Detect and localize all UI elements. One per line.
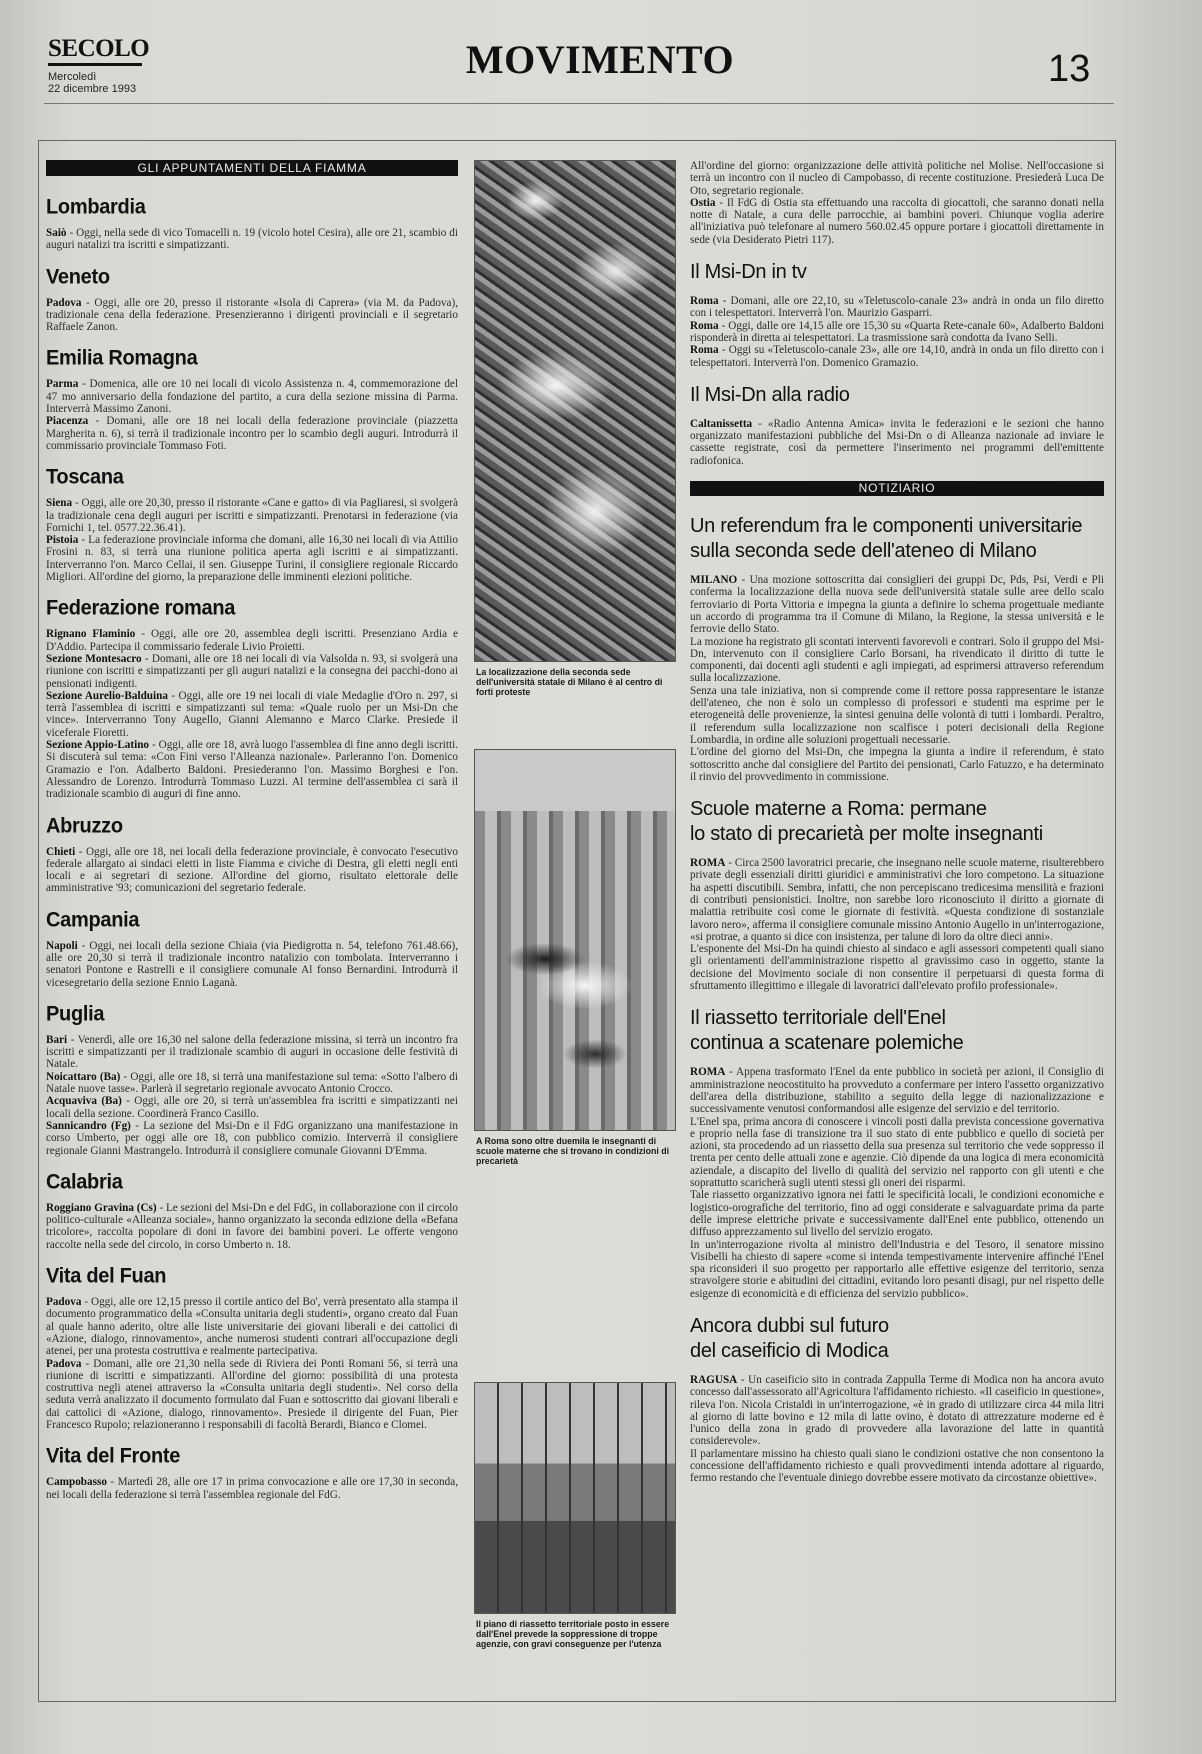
newspaper-logo: SECOLO (48, 36, 142, 66)
region-section (46, 1003, 458, 1157)
region-section (46, 347, 458, 452)
entry-text: - Oggi, alle ore 20, assemblea degli iscritti. Presenziano Ardia e D'Addio. Partecipa il commissario federale Livio Proietti. (46, 628, 458, 653)
entry-text: - La sezione del Msi-Dn e il FdG organizzano una manifestazione in corso Umberto, per oggi alle ore 18, con pubblico comizio. Interverrà il consigliere regionale Gianni Mastrangelo. Introdurrà il consigliere comunale Giovanni D'Emma. (46, 1119, 459, 1157)
entry-place: Chieti (46, 845, 76, 858)
paragraph-text: Il parlamentare missino ha chiesto quali siano le condizioni ostative che non consentono la concessione dell'affidamento richiesto e quali provvedimenti intenda adottare al riguardo, fermo restando che l'eventuale diniego dovrebbe essere motivato da circostanze obiettive». (690, 1447, 1104, 1485)
entry-text: - Oggi, alle ore 20, si terrà un'assemblea fra iscritti e simpatizzanti nei locali della sezione. Coordinerà Franco Casillo. (46, 1095, 458, 1120)
article-headline (690, 797, 1104, 847)
appointment-entry (46, 628, 458, 653)
appointment-entry (46, 227, 458, 252)
entry-place: Pistoia (46, 534, 79, 547)
region-heading: Vita del Fronte (46, 1444, 181, 1468)
news-article (690, 1006, 1104, 1300)
appointment-entry (46, 1358, 458, 1432)
appointment-entry (46, 940, 458, 989)
entry-text: - Domani, alle ore 18 nei locali della federazione provinciale (piazzetta Margherita n. 6), si terrà il tradizionale incontro per lo scambio degli auguri. Introdurrà il commissario provinciale Tommaso Foti. (46, 415, 458, 452)
paragraph-text: - Un caseificio sito in contrada Zappulla Terme di Modica non ha ancora avuto concesso dall'assessorato all'Agricoltura l'affidamento richiesto. «Il caseificio in questione», rileva l'on. Nicola Cristaldi in un'interrogazione, «è in grado di utilizzare circa 44 mila litri al giorno di latte bovino e 12 mila di latte ovino, è dotato di attrezzature moderne ed è l'unico della zona in grado di provvedere alla lavorazione del latte in quantità considerevole». (690, 1374, 1104, 1448)
article-paragraph (690, 1116, 1104, 1190)
appointment-entry (46, 1476, 458, 1501)
paragraph-text: La mozione ha registrato gli scontati interventi favorevoli e contrari. Solo il gruppo del Msi-Dn, intervenuto con il consigliere Carlo Borsani, ha rivendicato il diritto di tutte le componenti, dai docenti agli studenti e agli impiegati, ad esprimersi attraverso referendum sulla localizzazione. (690, 635, 1104, 685)
entry-place: Siena (46, 497, 73, 510)
enel-power-station-photo (474, 1382, 676, 1614)
appointment-entry (46, 534, 458, 583)
headline-line: del caseificio di Modica (690, 1340, 889, 1362)
entry-text: - Oggi, nella sede di vico Tomacelli n. 19 (vicolo hotel Cesira), alle ore 21, scambio di auguri natalizi tra iscritti e simpatizzanti. (46, 227, 458, 252)
news-article (690, 1314, 1104, 1485)
appointment-entry (46, 1095, 458, 1120)
region-section (46, 1171, 458, 1251)
appointment-entry (46, 739, 458, 800)
region-heading: Federazione romana (46, 596, 236, 620)
article-paragraph (690, 685, 1104, 746)
headline-line: lo stato di precarietà per molte insegnanti (690, 823, 1043, 846)
region-section (46, 196, 458, 252)
entry-place: Parma (46, 378, 79, 391)
paragraph-text: In un'interrogazione rivolta al ministro dell'Industria e del Tesoro, il senatore missino Visibelli ha chiesto di sapere «come si intenda tempestivamente intervenire affinché l'Enel spa riconsideri il suo progetto per rapportarlo alle effettive esigenze del territorio, senza stravolgere storie e abitudini dei cittadini, evitando loro pesanti disagi, pur nel rispetto delle esigenze di economicità e di efficienza del servizio pubblico». (690, 1238, 1104, 1300)
article-paragraph (690, 1239, 1104, 1300)
regions-list (46, 196, 458, 1501)
page-number: 13 (1048, 48, 1091, 90)
tv-section: Il Msi-Dn in tv Roma - Domani, alle ore 22,10, su «Teletuscolo-canale 23» andrà in onda un filo diretto con i telespettatori. Interverrà l'on. Maurizio Gasparri. Roma - Oggi, dalle ore 14,15 alle ore 15,30 su «Quarta Rete-canale 60», Adalberto Baldoni risponderà in diretta ai telespettatori. La trasmissione sarà condotta da Ivano Selli. Roma - Oggi su «Teletuscolo-canale 23», alle ore 14,10, andrà in onda un filo diretto con i telespettatori. Interverrà l'on. Domenico Gramazio. (690, 261, 1104, 369)
entry-place: Padova (46, 296, 82, 309)
appointment-entry (46, 1202, 458, 1251)
appointment-entry (46, 497, 458, 534)
paragraph-text: L'Enel spa, prima ancora di conoscere i vincoli posti dalla prevista concessione governativa e proprio nella fase di transizione tra il suo stato di ente pubblico e quello di società per azioni, sta procedendo ad un riassetto della sua presenza sul territorio che vede soppresso il trenta per cento delle attuali zone e agenzie. Ciò dipende da una logica di mera economicità aziendale, a discapito del livello di qualità del servizio nel rapporto con gli utenti e che soprattutto scaricherà sugli utenti stessi gli oneri dei risparmi. (690, 1115, 1104, 1190)
news-articles (690, 514, 1104, 1485)
issue-date: 22 dicembre 1993 (48, 83, 137, 95)
article-paragraph (690, 857, 1104, 943)
article-headline (690, 514, 1104, 564)
university-protest-photo (474, 160, 676, 662)
region-heading: Vita del Fuan (46, 1264, 167, 1288)
issue-day: Mercoledì (48, 71, 97, 83)
article-dateline: RAGUSA (690, 1374, 738, 1386)
photo-caption: La localizzazione della seconda sede dell'università statale di Milano è al centro di forti proteste (476, 667, 663, 697)
section-title: MOVIMENTO (465, 37, 735, 82)
region-section (46, 1445, 458, 1501)
region-heading: Calabria (46, 1170, 123, 1194)
entry-place: Roggiano Gravina (Cs) (46, 1201, 157, 1214)
entry-place: Sezione Montesacro (46, 652, 142, 665)
appointment-entry (46, 1296, 458, 1357)
photo-caption: A Roma sono oltre duemila le insegnanti di scuole materne che si trovano in condizioni di precarietà (476, 1136, 670, 1166)
entry-place: Noicattaro (Ba) (46, 1070, 121, 1083)
paragraph-text: Tale riassetto organizzativo ignora nei fatti le specificità locali, le condizioni economiche e logistico-orografiche del territorio, fino ad oggi considerate e salvaguardate prima da parte delle imprese elettriche private e successivamente dall'Enel ente pubblico, ottenendo un diffuso apprezzamento sul livello del servizio erogato. (690, 1189, 1104, 1239)
region-heading: Lombardia (46, 195, 146, 219)
article-paragraph (690, 1374, 1104, 1448)
region-section (46, 597, 458, 800)
article-dateline: ROMA (690, 857, 726, 870)
photo-caption: Il piano di riassetto territoriale posto in essere dall'Enel prevede la soppressione di troppe agenzie, con gravi conseguenze per l'utenza (476, 1619, 670, 1649)
entry-place: Acquaviva (Ba) (46, 1095, 122, 1108)
region-section (46, 266, 458, 334)
paragraph-text: Senza una tale iniziativa, non si comprende come il rettore possa rappresentare le istanze dell'ateneo, che non è solo un complesso di professori e studenti ma esprime per le eterogeneità delle provenienze, la sintesi genuina delle volontà di tutti i lombardi. Peraltro, il referendum sulla localizzazione non scalfisce i poteri decisionali della Regione Lombardia, in ordine alle soluzioni progettuali necessarie. (690, 684, 1104, 746)
headline-line: Scuole materne a Roma: permane (690, 798, 987, 821)
headline-line: Il riassetto territoriale dell'Enel (690, 1007, 946, 1030)
entry-text: - Oggi, alle ore 19 nei locali di viale Medaglie d'Oro n. 297, si terrà l'assemblea di iscritti e simpatizzanti sul tema: «Quale ruolo per un Msi-Dn che vince». Interverranno Tony Augello, Gianni Alemanno e Marco Clarke. Presiede il viceferale Fioretti. (46, 689, 458, 739)
paragraph-text: L'esponente del Msi-Dn ha quindi chiesto al sindaco e agli assessori competenti quali siano gli orientamenti dell'amministrazione rispetto al gravissimo caso in oggetto, stante la decisione del Movimento sociale di non consentire il perpetuarsi di questa forma di sfruttamento illegittimo e illegale di lavoratrici dall'elevato profilo professionale». (690, 943, 1104, 993)
paragraph-text: - Circa 2500 lavoratrici precarie, che insegnano nelle scuole materne, risulterebbero private degli essenziali diritti giuridici e amministrativi che loro competono. La situazione ha aspetti discutibili. Sembra, infatti, che non percepiscano tredicesima mensilità e frazioni di contributi pensionistici. Inoltre, non sarebbe loro riconosciuto il diritto a giornate di malattia retribuite così come le giornate di festività. «Questa condizione di sostanziale lavoro nero», afferma il consigliere comunale missino Antonio Augello in un'interrogazione, «si protrae, a quanto si dice con insistenza, per talune di loro da oltre dieci anni». (690, 857, 1104, 943)
article-dateline: MILANO (690, 574, 738, 587)
entry-text: - Venerdì, alle ore 16,30 nel salone della federazione missina, si terrà un incontro fra iscritti e simpatizzanti per il tradizionale scambio di auguri in occasione delle festività di Natale. (46, 1033, 458, 1071)
appointment-entry (46, 415, 458, 452)
paragraph-text: - Appena trasformato l'Enel da ente pubblico in società per azioni, il Consiglio di amministrazione neocostituito ha provveduto a confermare per intero l'assetto organizzativo dell'area della distribuzione, stabilito a seguito della legge di nazionalizzazione e successivamente venutosi conformandosi alle esigenze del servizio e del territorio. (690, 1066, 1104, 1116)
entry-place: Sannicandro (Fg) (46, 1119, 131, 1132)
news-column (690, 160, 1104, 1499)
appointments-banner: GLI APPUNTAMENTI DELLA FIAMMA (46, 160, 458, 176)
appointment-entry (46, 297, 458, 334)
article-headline (690, 1006, 1104, 1056)
region-section (46, 466, 458, 583)
article-headline (690, 1314, 1104, 1364)
region-heading: Puglia (46, 1002, 105, 1026)
appointment-entry (46, 1071, 458, 1096)
article-paragraph (690, 943, 1104, 992)
appointments-column (46, 160, 458, 1515)
headline-line: sulla seconda sede dell'ateneo di Milano (690, 540, 1037, 563)
notiziario-banner: NOTIZIARIO (690, 481, 1104, 496)
entry-place: Sezione Aurelio-Balduina (46, 689, 168, 702)
header-divider (44, 103, 1114, 104)
entry-place: Rignano Flaminio (46, 628, 136, 641)
entry-text: - Oggi, alle ore 18, si terrà una manifestazione sul tema: «Sotto l'albero di Natale nuove tasse». Parlerà il segretario regionale avvocato Antonio Crocco. (46, 1070, 459, 1096)
appointment-entry (46, 1034, 458, 1071)
entry-text: - La federazione provinciale informa che domani, alle 16,30 nei locali di via Attilio Frosini n. 83, si terrà una riunione politica aperta agli iscritti e ai simpatizzanti. Interverranno l'on. Marco Cellai, il sen. Giuseppe Turini, il consigliere regionale Riccardo Migliori. All'ordine del giorno, la preparazione delle imminenti elezioni politiche. (46, 534, 458, 584)
kindergarten-teachers-photo (474, 749, 676, 1131)
region-heading: Campania (46, 908, 140, 932)
appointment-entry (46, 690, 458, 739)
news-article (690, 514, 1104, 783)
appointment-entry (46, 653, 458, 690)
article-paragraph (690, 636, 1104, 685)
region-section (46, 909, 458, 989)
article-paragraph (690, 1066, 1104, 1115)
entry-place: Padova (46, 1296, 82, 1309)
entry-place: Bari (46, 1033, 68, 1046)
entry-place: Piacenza (46, 415, 89, 428)
paragraph-text: L'ordine del giorno del Msi-Dn, che impegna la giunta a indire il referendum, è stato sottoscritto anche dal consigliere del Partito dei pensionati, Carlo Fatuzzo, e ha determinato il rinvio del provvedimento in commissione. (690, 746, 1104, 783)
appointment-entry (46, 378, 458, 415)
entry-text: - Oggi, alle ore 12,15 presso il cortile antico del Bo', verrà presentato alla stampa il documento programmatico della «Consulta unitaria degli studenti», organo creato dal Fuan al quale hanno aderito, oltre alle liste universitarie dei giovani liberali e dei cattolici di «Azione, dialogo, rinnovamento», anche numerosi studenti contrari all'occupazione degli atenei, per una protesta costruttiva e realmente partecipativa. (46, 1296, 458, 1358)
tv-heading: Il Msi-Dn in tv (690, 261, 807, 284)
news-article (690, 797, 1104, 992)
headline-line: Ancora dubbi sul futuro (690, 1315, 889, 1337)
region-heading: Veneto (46, 265, 110, 289)
region-heading: Toscana (46, 465, 124, 489)
continued-appointments: All'ordine del giorno: organizzazione delle attività politiche nel Molise. Nell'occasione si terrà un incontro con il nucleo di Campobasso, di recente costituzione. Presiederà Luca De Oto, segretario regionale. Ostia - Il FdG di Ostia sta effettuando una raccolta di giocattoli, che saranno donati nella notte di Natale, a cura delle parrocchie, ai bambini poveri. Chiunque voglia aderire all'iniziativa può telefonare al numero 560.02.45 oppure portare i giocattoli direttamente in sede (via Desiderato Pietri 117). (690, 160, 1104, 246)
article-paragraph (690, 574, 1104, 635)
entry-place: Napoli (46, 939, 78, 952)
entry-text: - Oggi, nei locali della sezione Chiaia (via Piedigrotta n. 54, telefono 761.48.66), alle ore 20,30 si terrà il tradizionale incontro natalizio con tombolata. Interverranno i senatori Pontone e Rastrelli e il consigliere comunale Al fonso Bernardini. Introdurrà il vicesegretario della sezione Ennio Laganà. (46, 939, 458, 989)
entry-text: - Domenica, alle ore 10 nei locali di vicolo Assistenza n. 4, commemorazione del 47 mo anniversario della fondazione del partito, a cura della sezione missina di Parma. Interverrà Massimo Zanoni. (46, 378, 458, 416)
entry-text: - Oggi, alle ore 18, avrà luogo l'assemblea di fine anno degli iscritti. Si discuterà sul tema: «Con Fini verso l'Alleanza nazionale». Parleranno l'on. Domenico Gramazio e l'on. Adalberto Baldoni. Presiederanno l'on. Massimo Borghesi e l'on. Alessandro de Lorenzo. Introdurrà Tommaso Luzzi. Al termine dell'assemblea ci sarà il tradizionale scambio di auguri di fine anno. (46, 739, 458, 801)
radio-section: Il Msi-Dn alla radio Caltanissetta - «Radio Antenna Amica» invita le federazioni e le sezioni che hanno organizzato manifestazioni pubbliche del Msi-Dn o di Alleanza nazionale ad inviare le cassette registrate, così da permettere l'inserimento nei programmi dell'emittente radiofonica. (690, 383, 1104, 467)
entry-text: - Le sezioni del Msi-Dn e del FdG, in collaborazione con il circolo politico-culturale «Alleanza sociale», hanno organizzato la seconda edizione della «Befana tricolore», raccolta popolare di doni in favore dei bambini poveri. Le offerte vengono raccolte nella sede del circolo, in corso Umberto n. 18. (46, 1201, 458, 1251)
entry-place: Saiò (46, 227, 67, 239)
article-paragraph (690, 1448, 1104, 1485)
masthead (48, 35, 150, 95)
headline-line: Un referendum fra le componenti universitarie (690, 515, 1083, 538)
paragraph-text: - Una mozione sottoscritta dai consiglieri dei gruppi Dc, Pds, Psi, Verdi e Pli conferma la localizzazione della nuova sede dell'università statale sulle aree dello scalo ferroviario di Porta Vittoria e impegna la giunta a definire lo schema progettuale mediante un accordo di programma tra il Comune di Milano, la Regione, la stessa università e le ferrovie dello Stato. (690, 574, 1104, 636)
entry-text: - Martedì 28, alle ore 17 in prima convocazione e alle ore 17,30 in seconda, nei locali della federazione si terrà l'assemblea regionale del FdG. (46, 1476, 458, 1501)
region-section (46, 815, 458, 895)
entry-place: Sezione Appio-Latino (46, 739, 150, 752)
article-paragraph (690, 1189, 1104, 1238)
entry-text: - Oggi, alle ore 20,30, presso il ristorante «Cane e gatto» di via Pagliaresi, si svolgerà la tradizionale cena degli auguri per iscritti e simpatizzanti. Prenotarsi in federazione (via Fornichi 1, tel. 0577.22.36.41). (46, 497, 458, 534)
entry-text: - Domani, alle ore 21,30 nella sede di Riviera dei Ponti Romani 56, si terrà una riunione di iscritti e simpatizzanti. All'ordine del giorno: possibilità di una protesta costruttiva negli atenei attraverso la «Consulta unitaria degli studenti». Nel corso della seduta verrà analizzato il documento formulato dal Fuan e sottoscritto dai giovani liberali e dai cattolici di «Azione, dialogo, rinnovamento». Presiede il dirigente del Fuan, Pier Francesco Rupolo; relazioneranno i responsabili di facoltà Berardi, Bianco e Clomei. (46, 1357, 458, 1431)
appointment-entry (46, 1120, 458, 1157)
radio-heading: Il Msi-Dn alla radio (690, 383, 850, 406)
headline-line: continua a scatenare polemiche (690, 1032, 964, 1055)
region-heading: Emilia Romagna (46, 346, 198, 371)
entry-text: - Domani, alle ore 18 nei locali di via Valsolda n. 93, si svolgerà una riunione con iscritti e simpatizzanti per gli auguri natalizi e la consegna dei pacchi-dono ai pensionati indigenti. (46, 652, 458, 690)
entry-place: Campobasso (46, 1476, 107, 1489)
article-paragraph (690, 746, 1104, 783)
appointment-entry (46, 846, 458, 895)
photo-column (474, 160, 676, 1649)
entry-text: - Oggi, alle ore 18, nei locali della federazione provinciale, è convocato l'esecutivo federale allargato ai sindaci eletti in liste Fiamma e civiche di Destra, gli eletti negli enti locali e ai segretari di sezione. All'ordine del giorno, risultato elettorale delle amministrative '93; comunicazioni del segretario federale. (46, 845, 458, 895)
region-heading: Abruzzo (46, 813, 123, 838)
entry-text: - Oggi, alle ore 20, presso il ristorante «Isola di Caprera» (via M. da Padova), tradizionale cena della federazione. Presenzieranno i dirigenti provinciali e il segretario Raffaele Zanon. (46, 296, 458, 334)
region-section (46, 1265, 458, 1431)
entry-place: Padova (46, 1357, 82, 1370)
article-dateline: ROMA (690, 1066, 726, 1079)
